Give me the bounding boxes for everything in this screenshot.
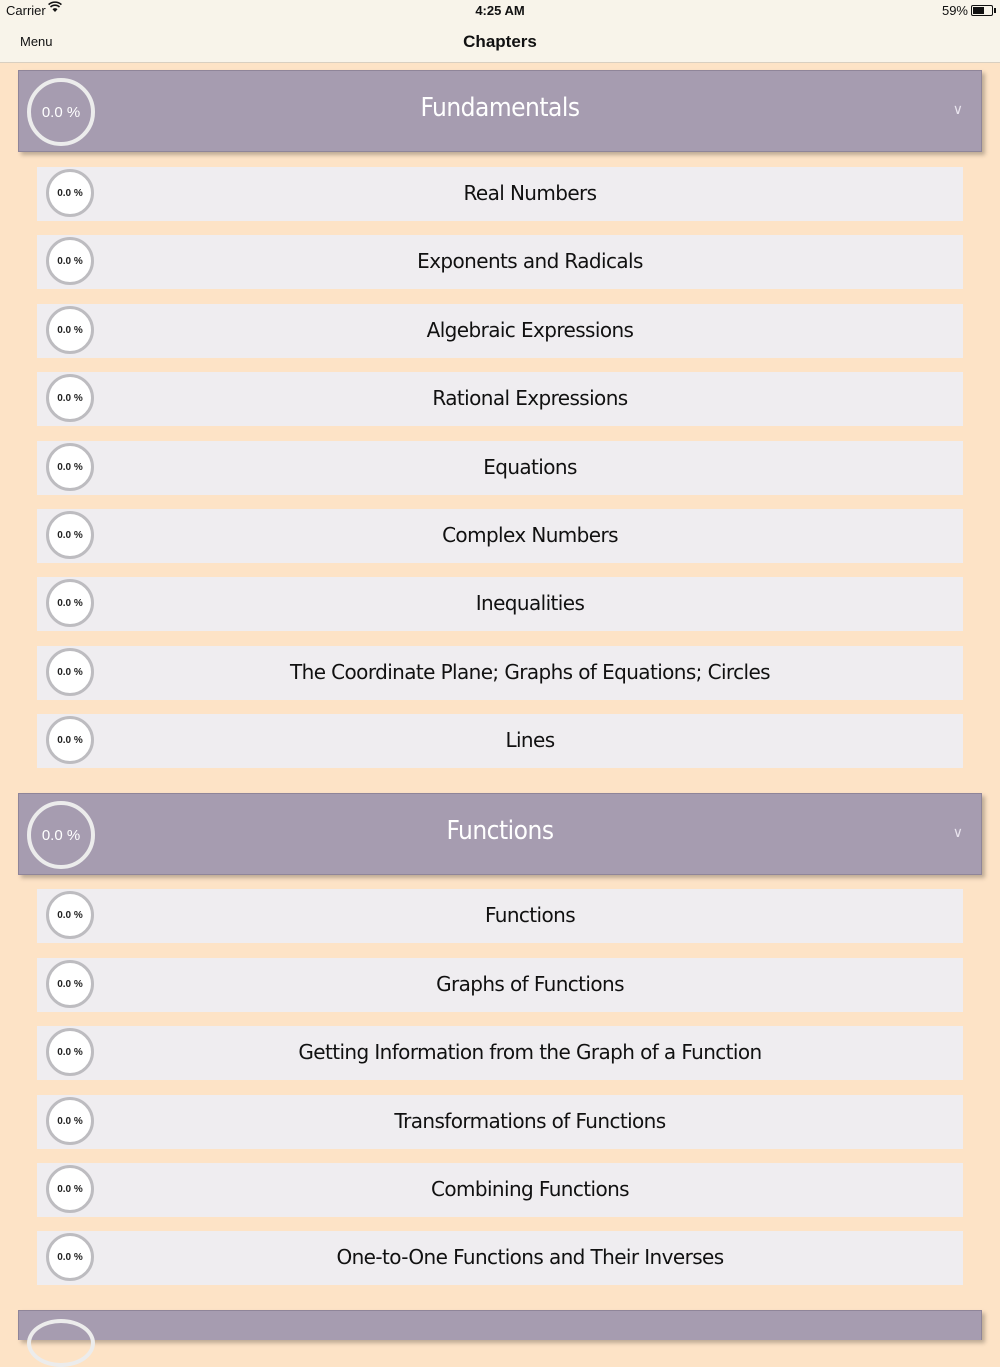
- progress-ring: 0.0 %: [46, 443, 94, 491]
- progress-ring: 0.0 %: [46, 648, 94, 696]
- list-item[interactable]: [37, 889, 963, 943]
- list-item-label: Transformations of Functions: [394, 1109, 666, 1133]
- list-item[interactable]: [37, 1163, 963, 1217]
- section-progress-ring: 0.0 %: [27, 78, 95, 146]
- list-item-label: One-to-One Functions and Their Inverses: [336, 1245, 724, 1269]
- list-item-label: Functions: [484, 903, 576, 927]
- progress-ring: 0.0 %: [46, 1233, 94, 1281]
- list-item-label: Combining Functions: [431, 1177, 629, 1201]
- section-title: Fundamentals: [420, 93, 580, 123]
- progress-ring: 0.0 %: [46, 374, 94, 422]
- progress-ring: 0.0 %: [46, 579, 94, 627]
- section-progress-ring: 0.0 %: [27, 801, 95, 869]
- list-item[interactable]: [37, 646, 963, 700]
- progress-ring: 0.0 %: [46, 891, 94, 939]
- section-header-next[interactable]: [18, 1310, 982, 1340]
- chevron-down-icon: ∨: [952, 101, 963, 117]
- progress-ring: 0.0 %: [46, 169, 94, 217]
- list-item[interactable]: [37, 714, 963, 768]
- list-item-label: Rational Expressions: [432, 386, 628, 410]
- progress-ring: 0.0 %: [46, 1165, 94, 1213]
- list-item[interactable]: [37, 509, 963, 563]
- section-header-functions[interactable]: [18, 793, 982, 875]
- clock: 4:25 AM: [475, 3, 525, 18]
- progress-ring: 0.0 %: [46, 1097, 94, 1145]
- list-item[interactable]: [37, 167, 963, 221]
- carrier-label: Carrier: [6, 3, 46, 18]
- progress-ring: 0.0 %: [46, 960, 94, 1008]
- list-item[interactable]: [37, 577, 963, 631]
- chevron-down-icon: ∨: [952, 824, 963, 840]
- list-item-label: Inequalities: [475, 591, 585, 615]
- list-item[interactable]: [37, 958, 963, 1012]
- section-title: Functions: [446, 816, 554, 846]
- progress-ring: 0.0 %: [46, 716, 94, 764]
- list-item-label: Algebraic Expressions: [426, 318, 634, 342]
- progress-ring: 0.0 %: [46, 1028, 94, 1076]
- progress-ring: 0.0 %: [46, 237, 94, 285]
- list-item[interactable]: [37, 1026, 963, 1080]
- progress-ring: 0.0 %: [46, 511, 94, 559]
- navigation-bar: [0, 22, 1000, 63]
- section-header-fundamentals[interactable]: [18, 70, 982, 152]
- list-item-label: Lines: [505, 728, 555, 752]
- section-progress-ring: [27, 1319, 95, 1367]
- list-item[interactable]: [37, 235, 963, 289]
- list-item[interactable]: [37, 1231, 963, 1285]
- list-item-label: Complex Numbers: [442, 523, 618, 547]
- progress-ring: 0.0 %: [46, 306, 94, 354]
- list-item-label: Exponents and Radicals: [417, 249, 643, 273]
- list-item[interactable]: [37, 372, 963, 426]
- status-bar: [0, 0, 1000, 22]
- list-item-label: Getting Information from the Graph of a Function: [298, 1040, 762, 1064]
- list-item-label: Real Numbers: [463, 181, 597, 205]
- battery-icon: [971, 5, 993, 16]
- list-item[interactable]: [37, 304, 963, 358]
- page-title: Chapters: [463, 32, 537, 51]
- menu-button[interactable]: Menu: [20, 34, 53, 49]
- list-item-label: Equations: [483, 455, 577, 479]
- battery-percent: 59%: [941, 3, 968, 18]
- list-item-label: Graphs of Functions: [436, 972, 624, 996]
- list-item-label: The Coordinate Plane; Graphs of Equations; Circles: [290, 660, 770, 684]
- list-item[interactable]: [37, 1095, 963, 1149]
- list-item[interactable]: [37, 441, 963, 495]
